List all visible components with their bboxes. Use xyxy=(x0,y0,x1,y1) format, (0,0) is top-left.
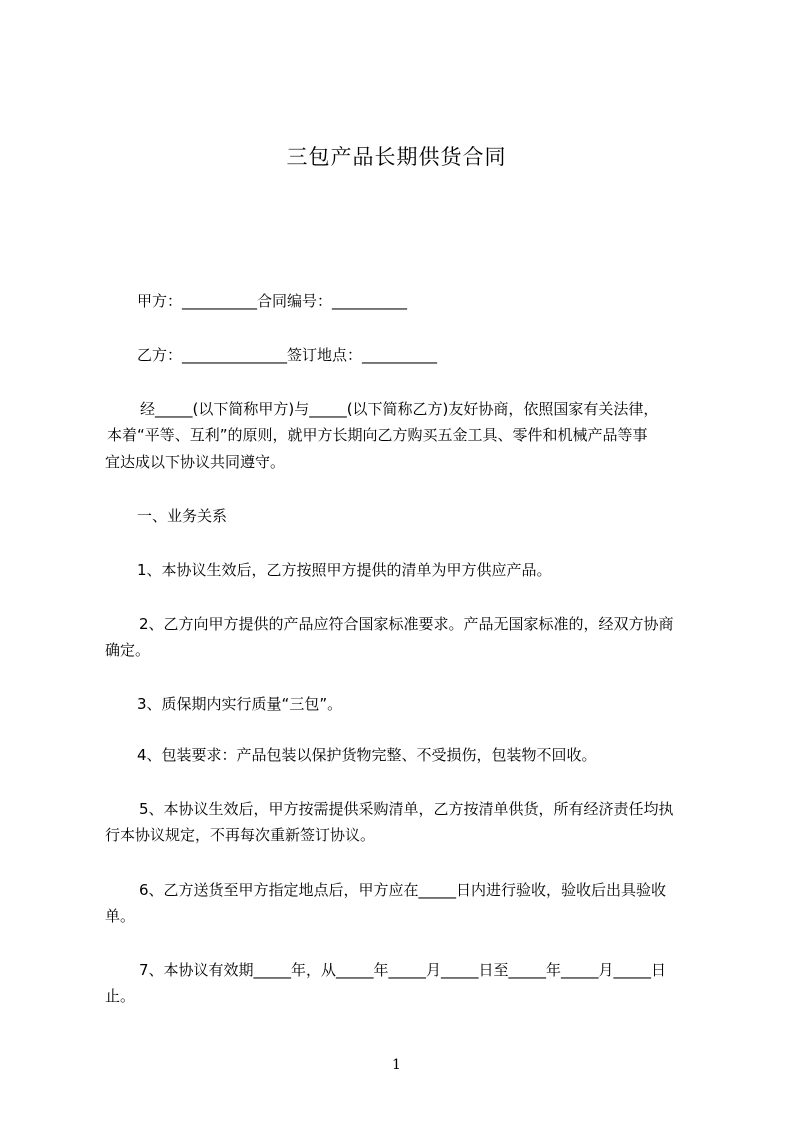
clause-5-line-2: 行本协议规定，不再每次重新签订协议。 xyxy=(105,826,376,844)
clause-1: 1、本协议生效后，乙方按照甲方提供的清单为甲方供应产品。 xyxy=(137,561,552,579)
document-title: 三包产品长期供货合同 xyxy=(286,145,507,169)
party-a-line: 甲方：__________合同编号：__________ xyxy=(137,292,408,310)
preamble-line-2: 本着“平等、互利”的原则，就甲方长期向乙方购买五金工具、零件和机械产品等事 xyxy=(107,426,648,444)
preamble-line-3: 宜达成以下协议共同遵守。 xyxy=(105,453,286,471)
page-number: 1 xyxy=(392,1057,401,1073)
clause-5-line-1: 5、本协议生效后，甲方按需提供采购清单，乙方按清单供货，所有经济责任均执 xyxy=(139,800,674,818)
clause-6-line-1: 6、乙方送货至甲方指定地点后，甲方应在_____日内进行验收，验收后出具验收 xyxy=(139,881,667,899)
preamble-line-1: 经_____(以下简称甲方)与_____(以下简称乙方)友好协商，依照国家有关法律， xyxy=(140,400,659,418)
party-b-line: 乙方：______________签订地点：__________ xyxy=(137,346,438,364)
clause-4: 4、包装要求：产品包装以保护货物完整、不受损伤，包装物不回收。 xyxy=(137,746,597,764)
clause-3: 3、质保期内实行质量“三包”。 xyxy=(137,695,343,713)
section-1-heading: 一、业务关系 xyxy=(137,507,228,525)
clause-6-line-2: 单。 xyxy=(105,907,136,925)
clause-7-line-1: 7、本协议有效期_____年，从_____年_____月_____日至_____年_____月_____日 xyxy=(139,961,667,979)
clause-7-line-2: 止。 xyxy=(105,987,136,1005)
clause-2-line-1: 2、乙方向甲方提供的产品应符合国家标准要求。产品无国家标准的，经双方协商 xyxy=(139,615,674,633)
clause-2-line-2: 确定。 xyxy=(105,641,151,659)
